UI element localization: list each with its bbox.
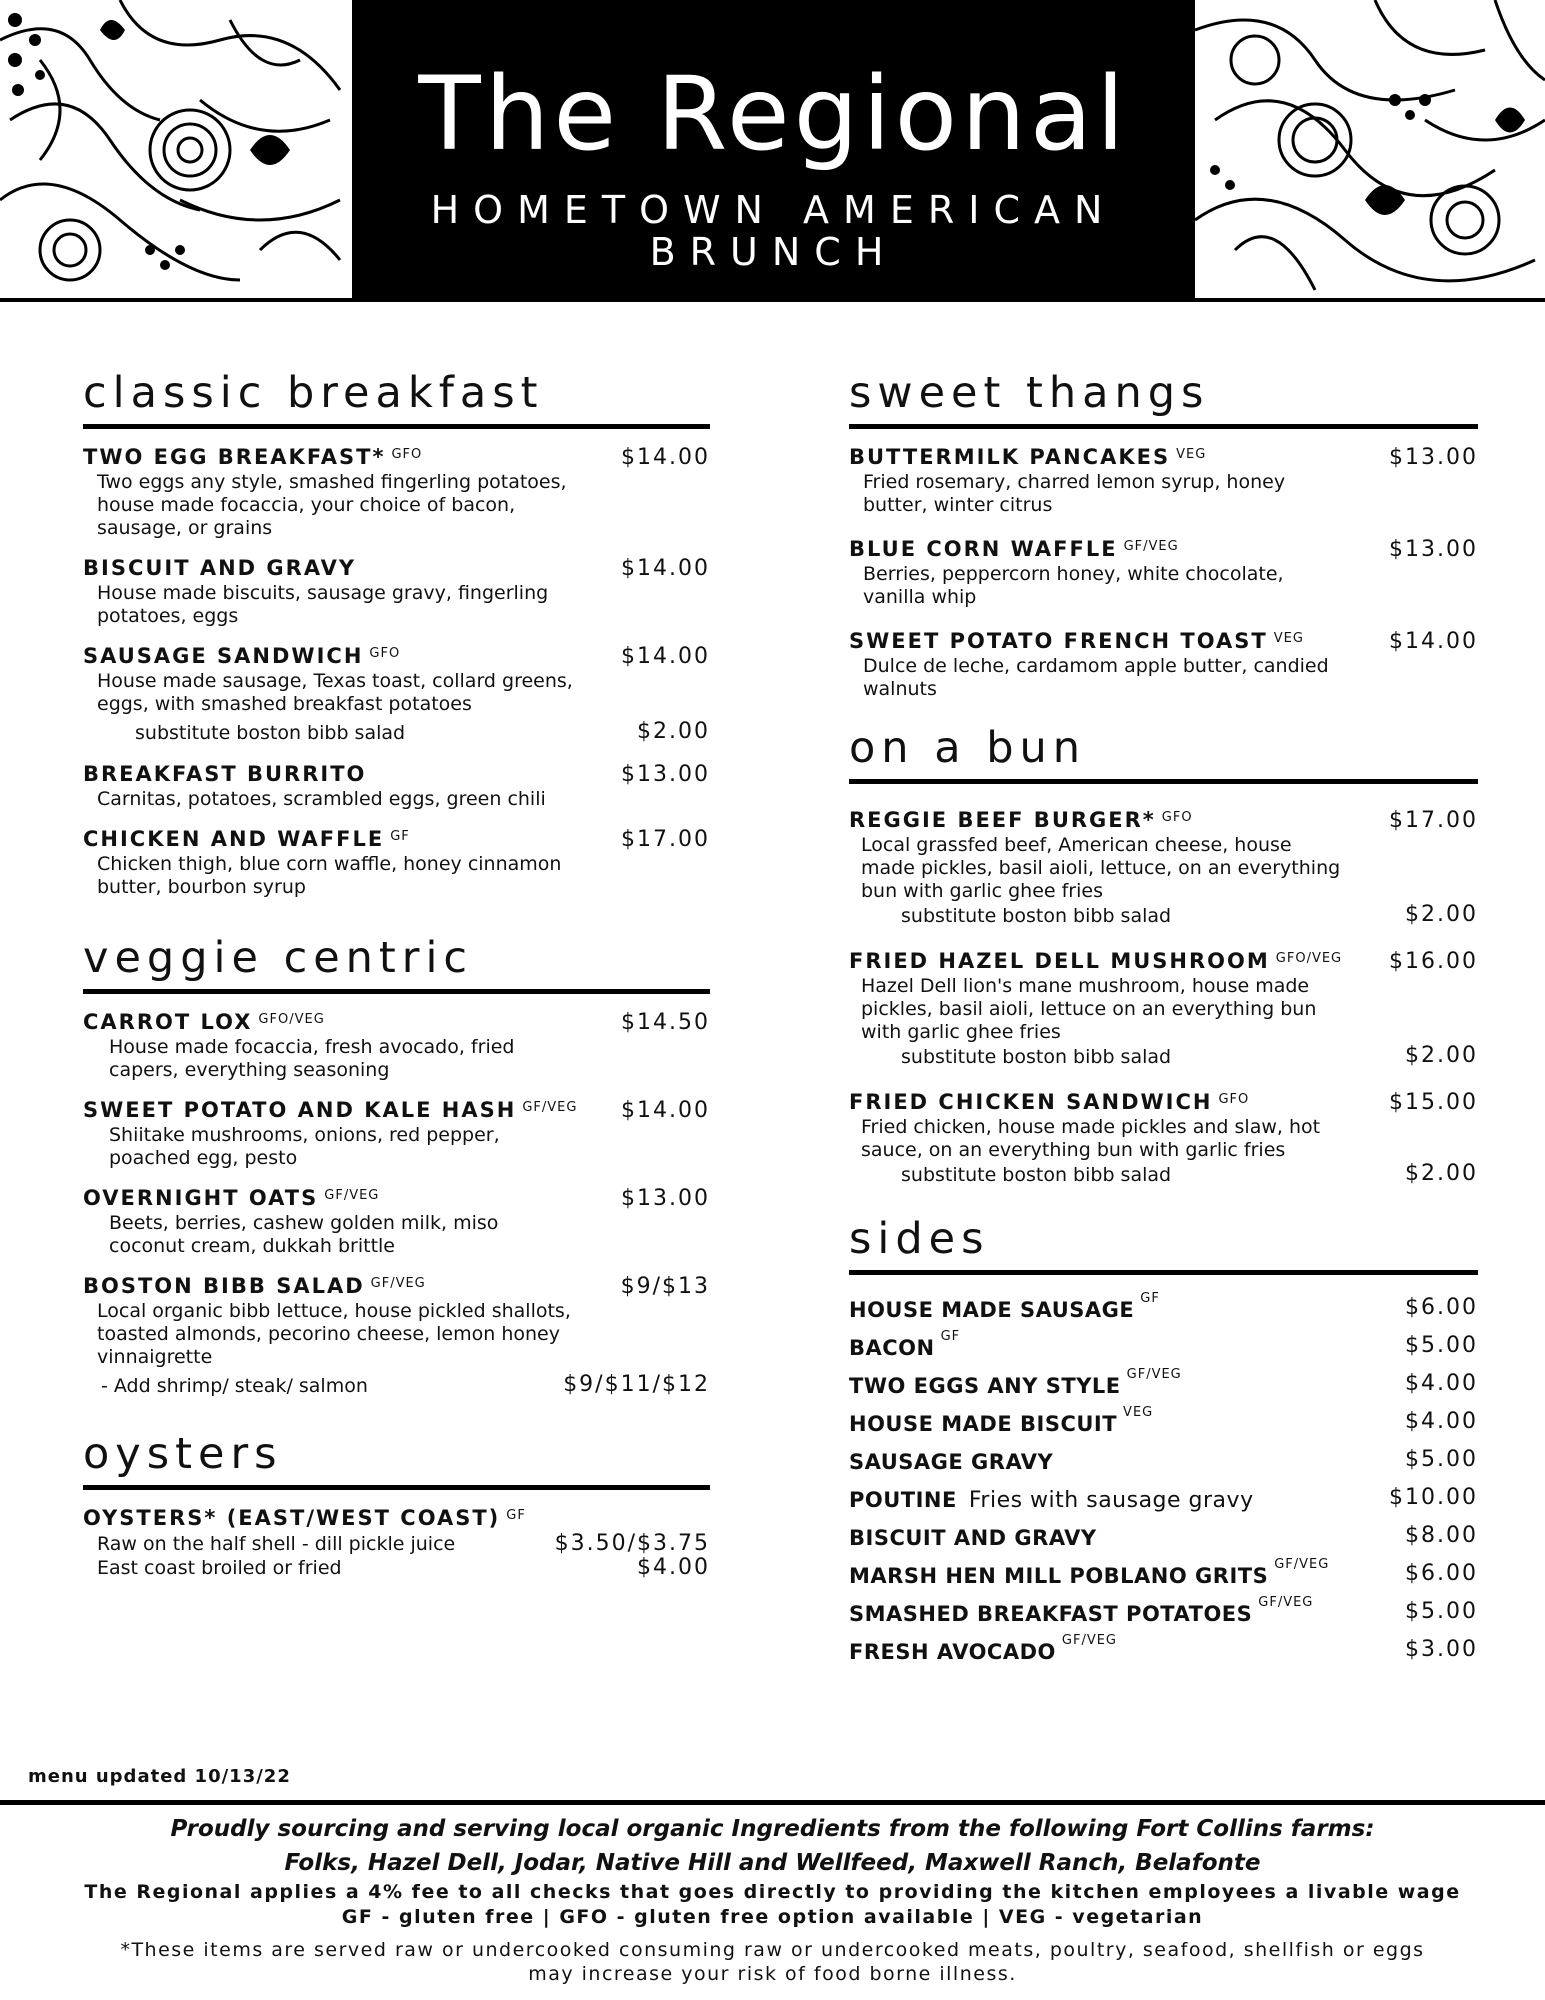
- diet-tag: GFO: [369, 646, 401, 661]
- item-name: SAUSAGE SANDWICH: [83, 644, 364, 668]
- diet-tag: GF: [1140, 1291, 1160, 1306]
- section-title: sides: [849, 1214, 990, 1264]
- diet-tag: GFO: [1218, 1092, 1250, 1107]
- diet-tag: GF/VEG: [1258, 1595, 1314, 1610]
- substitute-price: $2.00: [1405, 1161, 1478, 1186]
- side-name: BACON: [849, 1336, 935, 1360]
- item-description: Two eggs any style, smashed fingerling potatoes, house made focaccia, your choice of bacon, sausage, or grains: [97, 471, 567, 539]
- section-divider: [83, 424, 710, 429]
- item-description: Fried chicken, house made pickles and slaw, hot sauce, on an everything bun with garlic fries: [861, 1116, 1321, 1161]
- menu-updated-date: menu updated 10/13/22: [28, 1766, 291, 1787]
- diet-tag: GFO/VEG: [258, 1012, 325, 1027]
- item-name: SWEET POTATO FRENCH TOAST: [849, 629, 1268, 653]
- menu-item: [849, 806, 1478, 929]
- side-name: BISCUIT AND GRAVY: [849, 1526, 1097, 1550]
- oyster-option-broiled: East coast broiled or fried: [97, 1557, 342, 1579]
- side-price: $5.00: [1405, 1447, 1478, 1472]
- diet-tag: GF/VEG: [522, 1100, 578, 1115]
- diet-tag: VEG: [1123, 1405, 1154, 1420]
- farm-list: Folks, Hazel Dell, Jodar, Native Hill and Wellfeed, Maxwell Ranch, Belafonte: [284, 1850, 1261, 1876]
- diet-tag: GF/VEG: [1061, 1633, 1118, 1648]
- item-name: TWO EGG BREAKFAST*: [83, 445, 386, 469]
- item-name: CHICKEN AND WAFFLE: [83, 827, 385, 851]
- side-price: $8.00: [1405, 1523, 1478, 1548]
- wage-fee-notice: The Regional applies a 4% fee to all checks that goes directly to providing the kitchen employees a livable wage: [84, 1881, 1461, 1903]
- decorative-doodle-right: [1195, 0, 1545, 298]
- item-price: $13.00: [1389, 445, 1478, 470]
- section-classic-breakfast: [83, 368, 710, 899]
- item-name: FRIED CHICKEN SANDWICH: [849, 1090, 1213, 1114]
- section-on-a-bun: [849, 723, 1478, 1188]
- menu-item: [83, 1096, 710, 1170]
- sides-list: [849, 1293, 1478, 1673]
- item-price: $14.50: [621, 1010, 710, 1035]
- menu-item: [83, 760, 710, 811]
- item-description: Dulce de leche, cardamom apple butter, candied walnuts: [863, 655, 1329, 700]
- side-price: $4.00: [1405, 1409, 1478, 1434]
- diet-tag: VEG: [1176, 447, 1207, 462]
- diet-tag: VEG: [1273, 631, 1304, 646]
- substitute-price: $2.00: [1405, 1043, 1478, 1068]
- item-description: Carnitas, potatoes, scrambled eggs, green chili: [97, 788, 546, 810]
- side-price: $3.00: [1405, 1637, 1478, 1662]
- menu-item: [849, 1088, 1478, 1188]
- side-item: [849, 1559, 1478, 1597]
- side-name: FRESH AVOCADO: [849, 1640, 1056, 1664]
- side-name: HOUSE MADE BISCUIT: [849, 1412, 1118, 1436]
- subtitle-line-1: HOMETOWN AMERICAN: [430, 188, 1117, 232]
- item-price: $14.00: [1389, 629, 1478, 654]
- decorative-doodle-left: [0, 0, 352, 298]
- section-title: veggie centric: [83, 933, 474, 983]
- diet-tag: GF: [506, 1508, 526, 1523]
- menu-footer: [0, 1812, 1545, 1986]
- side-price: $6.00: [1405, 1295, 1478, 1320]
- side-name: TWO EGGS ANY STYLE: [849, 1374, 1121, 1398]
- footer-divider: [0, 1800, 1545, 1805]
- menu-item: [83, 1184, 710, 1258]
- substitute-option: substitute boston bibb salad: [901, 1046, 1172, 1068]
- menu-item: [83, 1272, 710, 1399]
- item-description: House made sausage, Texas toast, collard greens, eggs, with smashed breakfast potatoes: [97, 670, 573, 715]
- section-sweet-thangs: [849, 368, 1478, 701]
- item-name: BLUE CORN WAFFLE: [849, 537, 1118, 561]
- oyster-option-raw: Raw on the half shell - dill pickle juice: [97, 1533, 456, 1555]
- restaurant-name: The Regional: [418, 55, 1129, 174]
- side-price: $4.00: [1405, 1371, 1478, 1396]
- item-description: Local grassfed beef, American cheese, house made pickles, basil aioli, lettuce, on an everything bun with garlic ghee fries: [861, 834, 1341, 902]
- item-description: Berries, peppercorn honey, white chocolate, vanilla whip: [863, 563, 1284, 608]
- side-name: SAUSAGE GRAVY: [849, 1450, 1054, 1474]
- item-price: $15.00: [1389, 1090, 1478, 1115]
- side-item: [849, 1293, 1478, 1331]
- section-title: classic breakfast: [83, 368, 544, 418]
- item-price: $13.00: [1389, 537, 1478, 562]
- side-item: [849, 1331, 1478, 1369]
- diet-tag: GF/VEG: [1126, 1367, 1182, 1382]
- subtitle-line-2: BRUNCH: [649, 230, 898, 274]
- item-name: BOSTON BIBB SALAD: [83, 1274, 365, 1298]
- item-description: Hazel Dell lion's mane mushroom, house made pickles, basil aioli, lettuce on an everything bun with garlic ghee fries: [861, 975, 1317, 1043]
- raw-food-warning-cont: may increase your risk of food borne illness.: [528, 1963, 1017, 1985]
- section-sides: [849, 1214, 1478, 1673]
- menu-item: [83, 642, 710, 746]
- substitute-option: substitute boston bibb salad: [135, 722, 406, 744]
- side-name: POUTINE: [849, 1488, 957, 1512]
- menu-item: [83, 443, 710, 540]
- add-protein-option: - Add shrimp/ steak/ salmon: [101, 1375, 368, 1397]
- section-title: sweet thangs: [849, 368, 1210, 418]
- section-title: on a bun: [849, 723, 1087, 773]
- item-price: $13.00: [621, 1186, 710, 1211]
- sourcing-statement: Proudly sourcing and serving local organic Ingredients from the following Fort Collins farms:: [170, 1816, 1375, 1842]
- add-protein-price: $9/$11/$12: [563, 1372, 710, 1397]
- side-name: HOUSE MADE SAUSAGE: [849, 1298, 1135, 1322]
- side-price: $6.00: [1405, 1561, 1478, 1586]
- diet-tag: GFO/VEG: [1275, 951, 1343, 966]
- header-divider: [0, 298, 1545, 302]
- item-description: Chicken thigh, blue corn waffle, honey cinnamon butter, bourbon syrup: [97, 853, 562, 898]
- diet-tag: GFO: [391, 447, 423, 462]
- item-description: Local organic bibb lettuce, house pickled shallots, toasted almonds, pecorino cheese, lemon honey vinnaigrette: [97, 1300, 571, 1368]
- raw-food-warning: *These items are served raw or undercooked consuming raw or undercooked meats, poultry, seafood, shellfish or eggs: [120, 1939, 1425, 1961]
- dietary-legend: GF - gluten free | GFO - gluten free option available | VEG - vegetarian: [341, 1906, 1204, 1928]
- item-price: $17.00: [621, 827, 710, 852]
- item-name: OYSTERS* (EAST/WEST COAST): [83, 1506, 501, 1530]
- side-item: [849, 1369, 1478, 1407]
- item-name: FRIED HAZEL DELL MUSHROOM: [849, 949, 1270, 973]
- menu-item: [83, 1008, 710, 1082]
- right-column: [849, 368, 1478, 1673]
- left-column: [83, 368, 710, 1594]
- side-item: [849, 1445, 1478, 1483]
- section-oysters: [83, 1429, 710, 1580]
- section-divider: [849, 1270, 1478, 1275]
- oyster-broiled-price: $4.00: [637, 1555, 710, 1580]
- diet-tag: GF/VEG: [1123, 539, 1179, 554]
- section-veggie-centric: [83, 933, 710, 1399]
- item-name: BUTTERMILK PANCAKES: [849, 445, 1171, 469]
- item-price: $14.00: [621, 1098, 710, 1123]
- item-description: House made biscuits, sausage gravy, fingerling potatoes, eggs: [97, 582, 549, 627]
- substitute-option: substitute boston bibb salad: [901, 905, 1172, 927]
- substitute-price: $2.00: [1405, 902, 1478, 927]
- side-item: [849, 1597, 1478, 1635]
- menu-item: [83, 825, 710, 899]
- menu-header: [0, 0, 1545, 300]
- menu-item: [849, 627, 1478, 701]
- menu-item: [849, 535, 1478, 609]
- section-title: oysters: [83, 1429, 283, 1479]
- section-divider: [83, 1485, 710, 1490]
- item-name: OVERNIGHT OATS: [83, 1186, 319, 1210]
- oyster-raw-price: $3.50/$3.75: [554, 1531, 710, 1556]
- item-description: Fried rosemary, charred lemon syrup, honey butter, winter citrus: [863, 471, 1286, 516]
- diet-tag: GF/VEG: [324, 1188, 380, 1203]
- title-banner: [352, 0, 1195, 298]
- item-price: $14.00: [621, 644, 710, 669]
- diet-tag: GF: [390, 829, 410, 844]
- item-price: $13.00: [621, 762, 710, 787]
- side-price: $5.00: [1405, 1599, 1478, 1624]
- substitute-price: $2.00: [637, 719, 710, 744]
- item-price: $17.00: [1389, 808, 1478, 833]
- side-price: $5.00: [1405, 1333, 1478, 1358]
- item-price: $16.00: [1389, 949, 1478, 974]
- item-price: $9/$13: [620, 1274, 710, 1299]
- item-description: Beets, berries, cashew golden milk, miso coconut cream, dukkah brittle: [109, 1212, 499, 1257]
- menu-item: [849, 443, 1478, 517]
- item-price: $14.00: [621, 556, 710, 581]
- side-price: $10.00: [1389, 1485, 1478, 1510]
- section-divider: [83, 989, 710, 994]
- side-description: Fries with sausage gravy: [968, 1488, 1254, 1513]
- side-item: [849, 1483, 1478, 1521]
- side-name: SMASHED BREAKFAST POTATOES: [849, 1602, 1253, 1626]
- item-name: CARROT LOX: [83, 1010, 253, 1034]
- item-description: House made focaccia, fresh avocado, fried capers, everything seasoning: [109, 1036, 515, 1081]
- diet-tag: GFO: [1161, 810, 1193, 825]
- menu-item: [849, 947, 1478, 1070]
- item-name: BREAKFAST BURRITO: [83, 762, 367, 786]
- side-item: [849, 1407, 1478, 1445]
- menu-item: [83, 554, 710, 628]
- menu-item: [83, 1504, 710, 1580]
- substitute-option: substitute boston bibb salad: [901, 1164, 1172, 1186]
- item-name: BISCUIT AND GRAVY: [83, 556, 357, 580]
- item-name: SWEET POTATO AND KALE HASH: [83, 1098, 517, 1122]
- diet-tag: GF/VEG: [370, 1276, 426, 1291]
- item-name: REGGIE BEEF BURGER*: [849, 808, 1156, 832]
- side-name: MARSH HEN MILL POBLANO GRITS: [849, 1564, 1269, 1588]
- item-price: $14.00: [621, 445, 710, 470]
- diet-tag: GF: [940, 1329, 961, 1344]
- section-divider: [849, 424, 1478, 429]
- side-item: [849, 1635, 1478, 1673]
- side-item: [849, 1521, 1478, 1559]
- item-description: Shiitake mushrooms, onions, red pepper, poached egg, pesto: [109, 1124, 500, 1169]
- section-divider: [849, 779, 1478, 784]
- diet-tag: GF/VEG: [1274, 1557, 1330, 1572]
